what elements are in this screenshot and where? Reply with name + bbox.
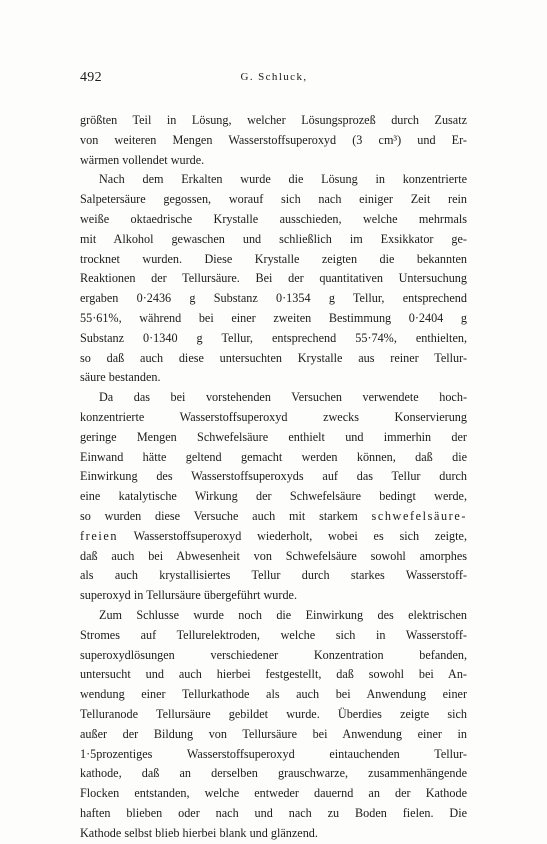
text-line: [80, 527, 467, 547]
emphasized-text: freien: [80, 528, 119, 543]
text-line: haften blieben oder nach und nach zu Boden fielen. Die: [80, 805, 467, 820]
running-head: G. Schluck,: [240, 71, 308, 83]
text-line: weiße oktaedrische Krystalle ausschieden, welche mehrmals: [80, 211, 467, 226]
text-line: von weiteren Mengen Wasserstoffsuperoxyd (3 cm³) und Er-: [80, 132, 467, 147]
text-line: superoxyd in Tellursäure übergeführt wurde.: [80, 588, 297, 603]
text-line: Zum Schlusse wurde noch die Einwirkung des elektrischen: [99, 607, 467, 622]
text-line: Da das bei vorstehenden Versuchen verwendete hoch-: [99, 390, 467, 405]
text-run: so wurden diese Versuche auch mit starkem: [80, 508, 358, 523]
text-line: außer der Bildung von Tellursäure bei Anwendung einer in: [80, 726, 467, 741]
text-line: größten Teil in Lösung, welcher Lösungsprozeß durch Zusatz: [80, 113, 467, 127]
text-run: Wasserstoffsuperoxyd wiederholt, wobei es sich zeigte,: [133, 528, 467, 543]
paragraph: [80, 111, 467, 170]
text-line: konzentrierte Wasserstoffsuperoxyd zwecks Konservierung: [80, 409, 467, 424]
text-line: Substanz 0·1340 g Tellur, entsprechend 55·74%, enthielten,: [80, 330, 467, 345]
text-line: Salpetersäure gegossen, worauf sich nach einiger Zeit rein: [80, 192, 467, 207]
text-line: Nach dem Erkalten wurde die Lösung in konzentrierte: [99, 172, 467, 187]
text-line: als auch krystallisiertes Tellur durch starkes Wasserstoff-: [80, 568, 467, 583]
paragraph: [80, 606, 467, 844]
text-line: geringe Mengen Schwefelsäure enthielt und immerhin der: [80, 429, 467, 444]
text-line: 55·61%, während bei einer zweiten Bestimmung 0·2404 g: [80, 310, 467, 325]
text-line: daß auch bei Abwesenheit von Schwefelsäure sowohl amorphes: [80, 548, 467, 563]
text-line: superoxydlösungen verschiedener Konzentration befanden,: [80, 647, 467, 662]
text-line: Telluranode Tellursäure gebildet wurde. Überdies zeigte sich: [80, 706, 467, 721]
paragraph: [80, 388, 467, 606]
text-line: mit Alkohol gewaschen und schließlich im Exsikkator ge-: [80, 231, 467, 246]
text-line: Stromes auf Tellurelektroden, welche sich in Wasserstoff-: [80, 627, 467, 642]
text-line: säure bestanden.: [80, 370, 161, 385]
text-line: so daß auch diese untersuchten Krystalle aus reiner Tellur-: [80, 350, 467, 365]
emphasized-text: schwefelsäure-: [371, 508, 467, 523]
text-line: 1·5prozentiges Wasserstoffsuperoxyd eintauchenden Tellur-: [80, 746, 467, 761]
page-number: 492: [80, 70, 102, 85]
text-line: [80, 507, 467, 527]
text-line: Einwand hätte geltend gemacht werden können, daß die: [80, 449, 467, 464]
page-header: [80, 70, 468, 90]
text-line: untersucht und auch hierbei festgestellt, daß sowohl bei An-: [80, 667, 467, 682]
text-line: kathode, daß an derselben grauschwarze, zusammenhängende: [80, 766, 467, 781]
body-text: [80, 111, 467, 843]
text-line: wärmen vollendet wurde.: [80, 152, 205, 167]
paragraph: [80, 170, 467, 388]
text-line: Reaktionen der Tellursäure. Bei der quantitativen Untersuchung: [80, 271, 467, 286]
text-line: trocknet wurden. Diese Krystalle zeigten die bekannten: [80, 251, 467, 266]
text-line: wendung einer Tellurkathode als auch bei Anwendung einer: [80, 687, 467, 702]
text-line: Kathode selbst blieb hierbei blank und glänzend.: [80, 825, 318, 840]
text-line: Flocken entstanden, welche entweder dauernd an der Kathode: [80, 786, 467, 801]
text-line: Einwirkung des Wasserstoffsuperoxyds auf das Tellur durch: [80, 469, 467, 484]
text-line: eine katalytische Wirkung der Schwefelsäure bedingt werde,: [80, 489, 467, 504]
text-line: ergaben 0·2436 g Substanz 0·1354 g Tellur, entsprechend: [80, 291, 467, 306]
